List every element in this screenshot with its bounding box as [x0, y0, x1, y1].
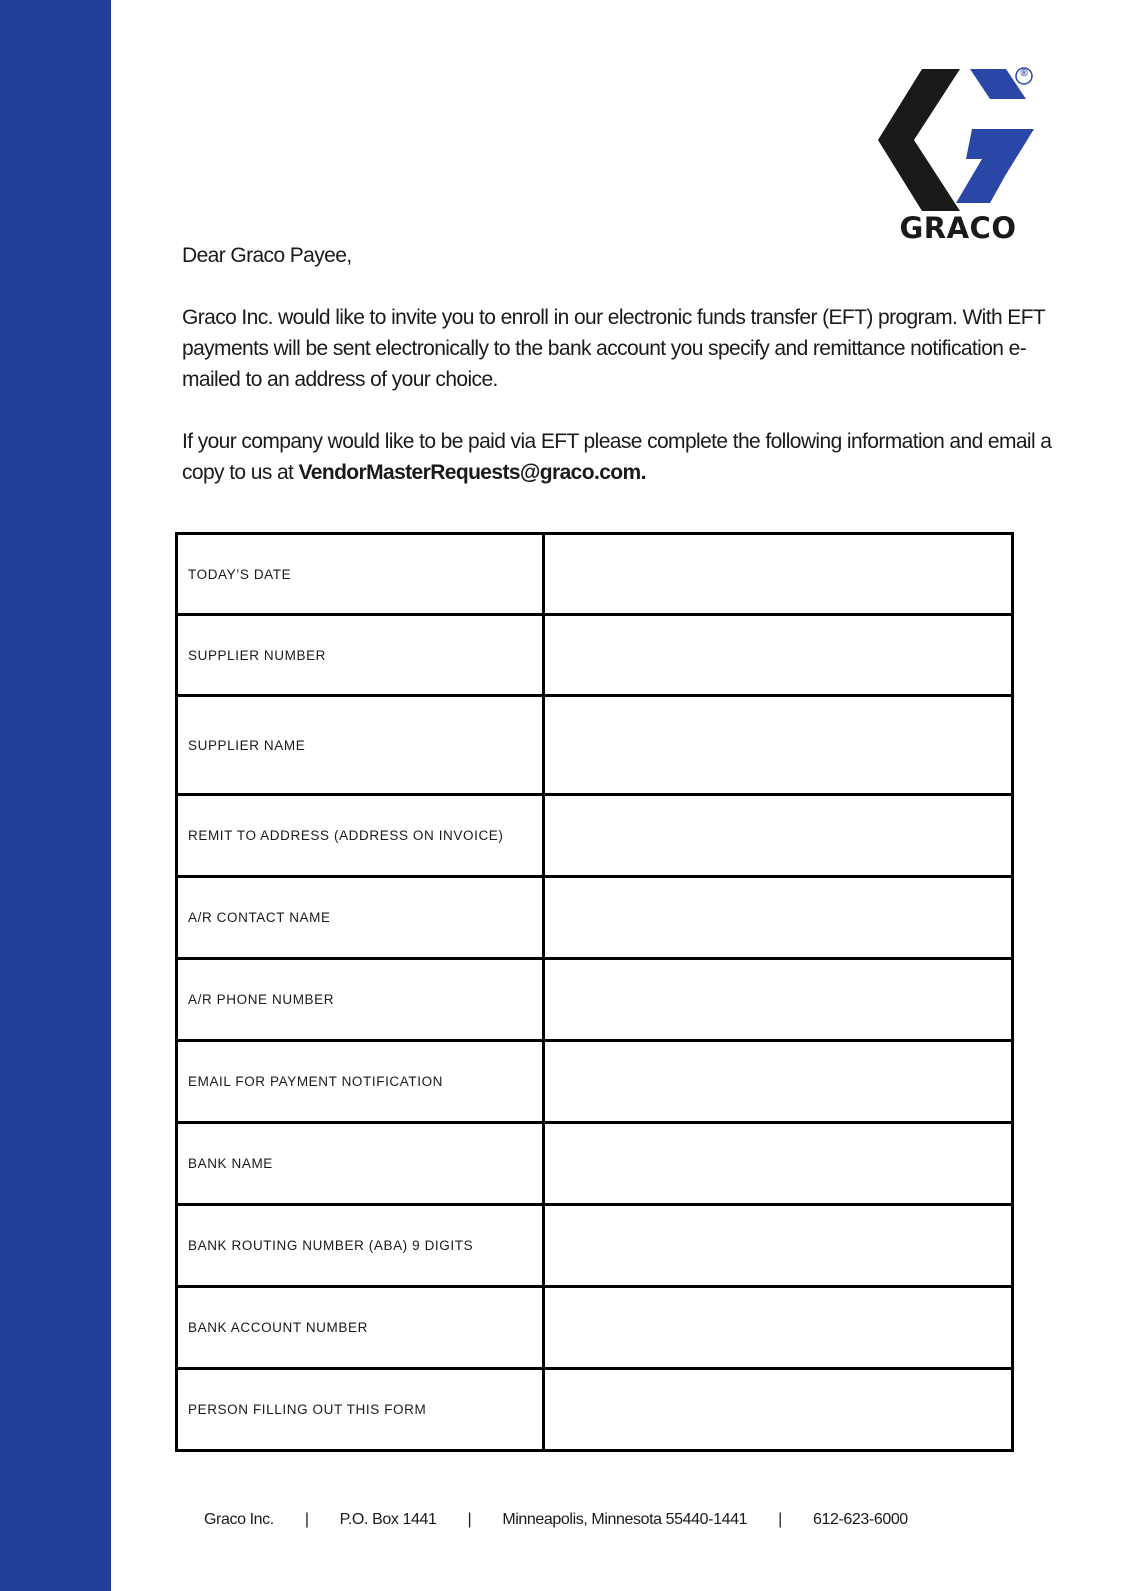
form-row [177, 696, 1013, 795]
field-value-payment-email[interactable] [544, 1041, 1013, 1123]
form-row [177, 615, 1013, 696]
field-label: EMAIL FOR PAYMENT NOTIFICATION [177, 1041, 544, 1123]
letter-body [182, 240, 1062, 488]
instructions-text: If your company would like to be paid via EFT please complete the following information and email a copy to us at [182, 430, 1052, 484]
footer-separator: | [467, 1511, 472, 1528]
footer-city: Minneapolis, Minnesota 55440-1441 [502, 1511, 748, 1528]
field-label: PERSON FILLING OUT THIS FORM [177, 1369, 544, 1451]
form-row [177, 959, 1013, 1041]
footer-contact [204, 1511, 908, 1529]
form-row [177, 795, 1013, 877]
greeting: Dear Graco Payee, [182, 244, 352, 267]
form-row [177, 1041, 1013, 1123]
graco-logo [878, 66, 1038, 244]
field-label: SUPPLIER NAME [177, 696, 544, 795]
field-label: BANK ROUTING NUMBER (ABA) 9 DIGITS [177, 1205, 544, 1287]
form-row [177, 877, 1013, 959]
field-value-remit-address[interactable] [544, 795, 1013, 877]
field-value-ar-contact-name[interactable] [544, 877, 1013, 959]
field-value-person-filling[interactable] [544, 1369, 1013, 1451]
field-label: SUPPLIER NUMBER [177, 615, 544, 696]
eft-enrollment-form [175, 532, 1014, 1452]
left-accent-bar [0, 0, 111, 1591]
form-row [177, 1205, 1013, 1287]
form-row [177, 1123, 1013, 1205]
footer-phone: 612-623-6000 [812, 1511, 908, 1528]
vendor-email-link[interactable]: VendorMasterRequests@graco.com. [298, 461, 646, 484]
field-value-routing-number[interactable] [544, 1205, 1013, 1287]
field-label: REMIT TO ADDRESS (ADDRESS ON INVOICE) [177, 795, 544, 877]
form-row [177, 1369, 1013, 1451]
registered-mark: ® [1020, 68, 1028, 79]
field-label: BANK ACCOUNT NUMBER [177, 1287, 544, 1369]
footer-separator: | [778, 1511, 782, 1528]
field-value-todays-date[interactable] [544, 534, 1013, 615]
form-row [177, 534, 1013, 615]
field-label: TODAY’S DATE [177, 534, 544, 615]
field-value-ar-phone-number[interactable] [544, 959, 1013, 1041]
field-value-bank-name[interactable] [544, 1123, 1013, 1205]
field-label: BANK NAME [177, 1123, 544, 1205]
field-value-account-number[interactable] [544, 1287, 1013, 1369]
footer-po-box: P.O. Box 1441 [339, 1511, 437, 1528]
footer-company: Graco Inc. [204, 1511, 274, 1528]
field-label: A/R PHONE NUMBER [177, 959, 544, 1041]
field-value-supplier-number[interactable] [544, 615, 1013, 696]
paragraph-invitation: Graco Inc. would like to invite you to enroll in our electronic funds transfer (EFT) program. With EFT payments will be sent electronically to the bank account you specify and remittance notification e-mailed to an address of your choice. [182, 306, 1045, 391]
logo-wordmark: GRACO [899, 211, 1017, 245]
graco-g-icon [878, 66, 1038, 211]
footer-separator: | [304, 1511, 309, 1528]
field-value-supplier-name[interactable] [544, 696, 1013, 795]
paragraph-instructions [182, 426, 1062, 488]
field-label: A/R CONTACT NAME [177, 877, 544, 959]
form-row [177, 1287, 1013, 1369]
